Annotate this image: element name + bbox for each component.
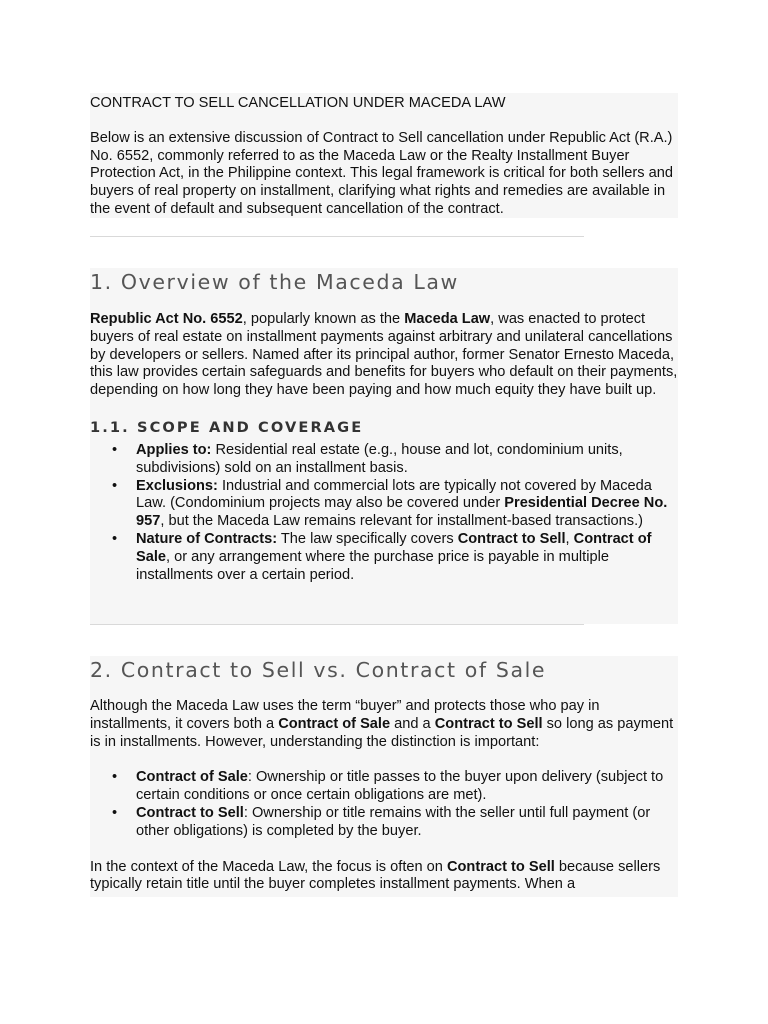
intro-block: [90, 93, 678, 218]
item-text: , but the Maceda Law remains relevant for installment-based transactions.): [160, 513, 644, 530]
item-text: : Ownership or title remains with the seller until full payment (or other obligations) is completed by the buyer.: [136, 804, 651, 839]
text-run: In the context of the Maceda Law, the focus is often on: [90, 858, 447, 875]
section-heading-comparison: 2. Contract to Sell vs. Contract of Sale: [90, 658, 547, 682]
item-text: Residential real estate (e.g., house and lot, condominium units, subdivisions) sold on an installment basis.: [136, 441, 623, 476]
bullet-icon: •: [112, 441, 118, 458]
bullet-icon: •: [112, 804, 118, 821]
section-contract-comparison: [90, 656, 678, 897]
item-label: Nature of Contracts:: [136, 530, 278, 547]
comparison-list: [90, 769, 678, 840]
item-text: ,: [565, 530, 574, 547]
scope-list: [90, 442, 678, 584]
bold-pd-957: Presidential Decree No. 957: [136, 495, 668, 530]
section-heading-overview: 1. Overview of the Maceda Law: [90, 270, 459, 294]
bold-maceda-law: Maceda Law: [404, 311, 491, 327]
text-run: and a: [390, 715, 435, 732]
item-label: Applies to:: [136, 441, 212, 458]
item-text: , or any arrangement where the purchase price is payable in multiple installments over a certain period.: [136, 548, 609, 583]
divider: [90, 624, 584, 625]
list-item: [90, 805, 678, 841]
text-run: , was enacted to protect buyers of real estate on installment payments against arbitrary and unilateral cancellations by developers or sellers. Named after its principal author, former Senator Ernesto Maceda, this law provides certain safeguards and benefits for buyers who default on their payments, depending on how long they have been paying and how much equity they have built up.: [90, 311, 678, 399]
text-run: because sellers typically retain title until the buyer completes installment payments. When a: [90, 858, 661, 893]
bullet-icon: •: [112, 769, 118, 786]
bullet-icon: •: [112, 477, 118, 494]
subsection-heading-scope: 1.1. SCOPE AND COVERAGE: [90, 418, 364, 436]
intro-paragraph: Below is an extensive discussion of Contract to Sell cancellation under Republic Act (R.A.) No. 6552, commonly referred to as the Maceda Law or the Realty Installment Buyer Protection Act, in the Philippine context. This legal framework is critical for both sellers and buyers of real property on installment, clarifying what rights and remedies are available in the event of default and subsequent cancellation of the contract.: [90, 129, 673, 217]
text-run: so long as payment is in installments. However, understanding the distinction is important:: [90, 715, 674, 750]
list-item: [90, 478, 678, 531]
divider: [90, 236, 584, 237]
item-text: Industrial and commercial lots are typically not covered by Maceda Law. (Condominium projects may also be covered under: [136, 477, 652, 512]
list-item: [90, 531, 678, 584]
item-label: Exclusions:: [136, 477, 218, 494]
bold-contract-of-sale: Contract of Sale: [278, 715, 391, 732]
item-label: Contract to Sell: [136, 804, 244, 821]
document-title: CONTRACT TO SELL CANCELLATION UNDER MACEDA LAW: [90, 95, 506, 111]
bullet-icon: •: [112, 530, 118, 547]
text-run: , popularly known as the: [242, 311, 405, 327]
bold-ra-6552: Republic Act No. 6552: [90, 311, 243, 327]
text-run: Although the Maceda Law uses the term “buyer” and protects those who pay in installments, it covers both a: [90, 698, 600, 732]
context-paragraph: [90, 859, 678, 895]
bold-contract-to-sell: Contract to Sell: [457, 530, 566, 547]
bold-contract-of-sale: Contract of Sale: [136, 530, 652, 565]
comparison-intro-paragraph: [90, 698, 678, 751]
overview-paragraph: [90, 311, 678, 400]
item-text: : Ownership or title passes to the buyer upon delivery (subject to certain conditions or once certain obligations are met).: [136, 769, 664, 804]
list-item: [90, 769, 678, 805]
item-label: Contract of Sale: [136, 769, 248, 786]
bold-contract-to-sell: Contract to Sell: [434, 715, 543, 732]
item-text: The law specifically covers: [277, 530, 458, 547]
section-overview: [90, 268, 678, 624]
list-item: [90, 442, 678, 478]
bold-contract-to-sell: Contract to Sell: [446, 858, 555, 875]
